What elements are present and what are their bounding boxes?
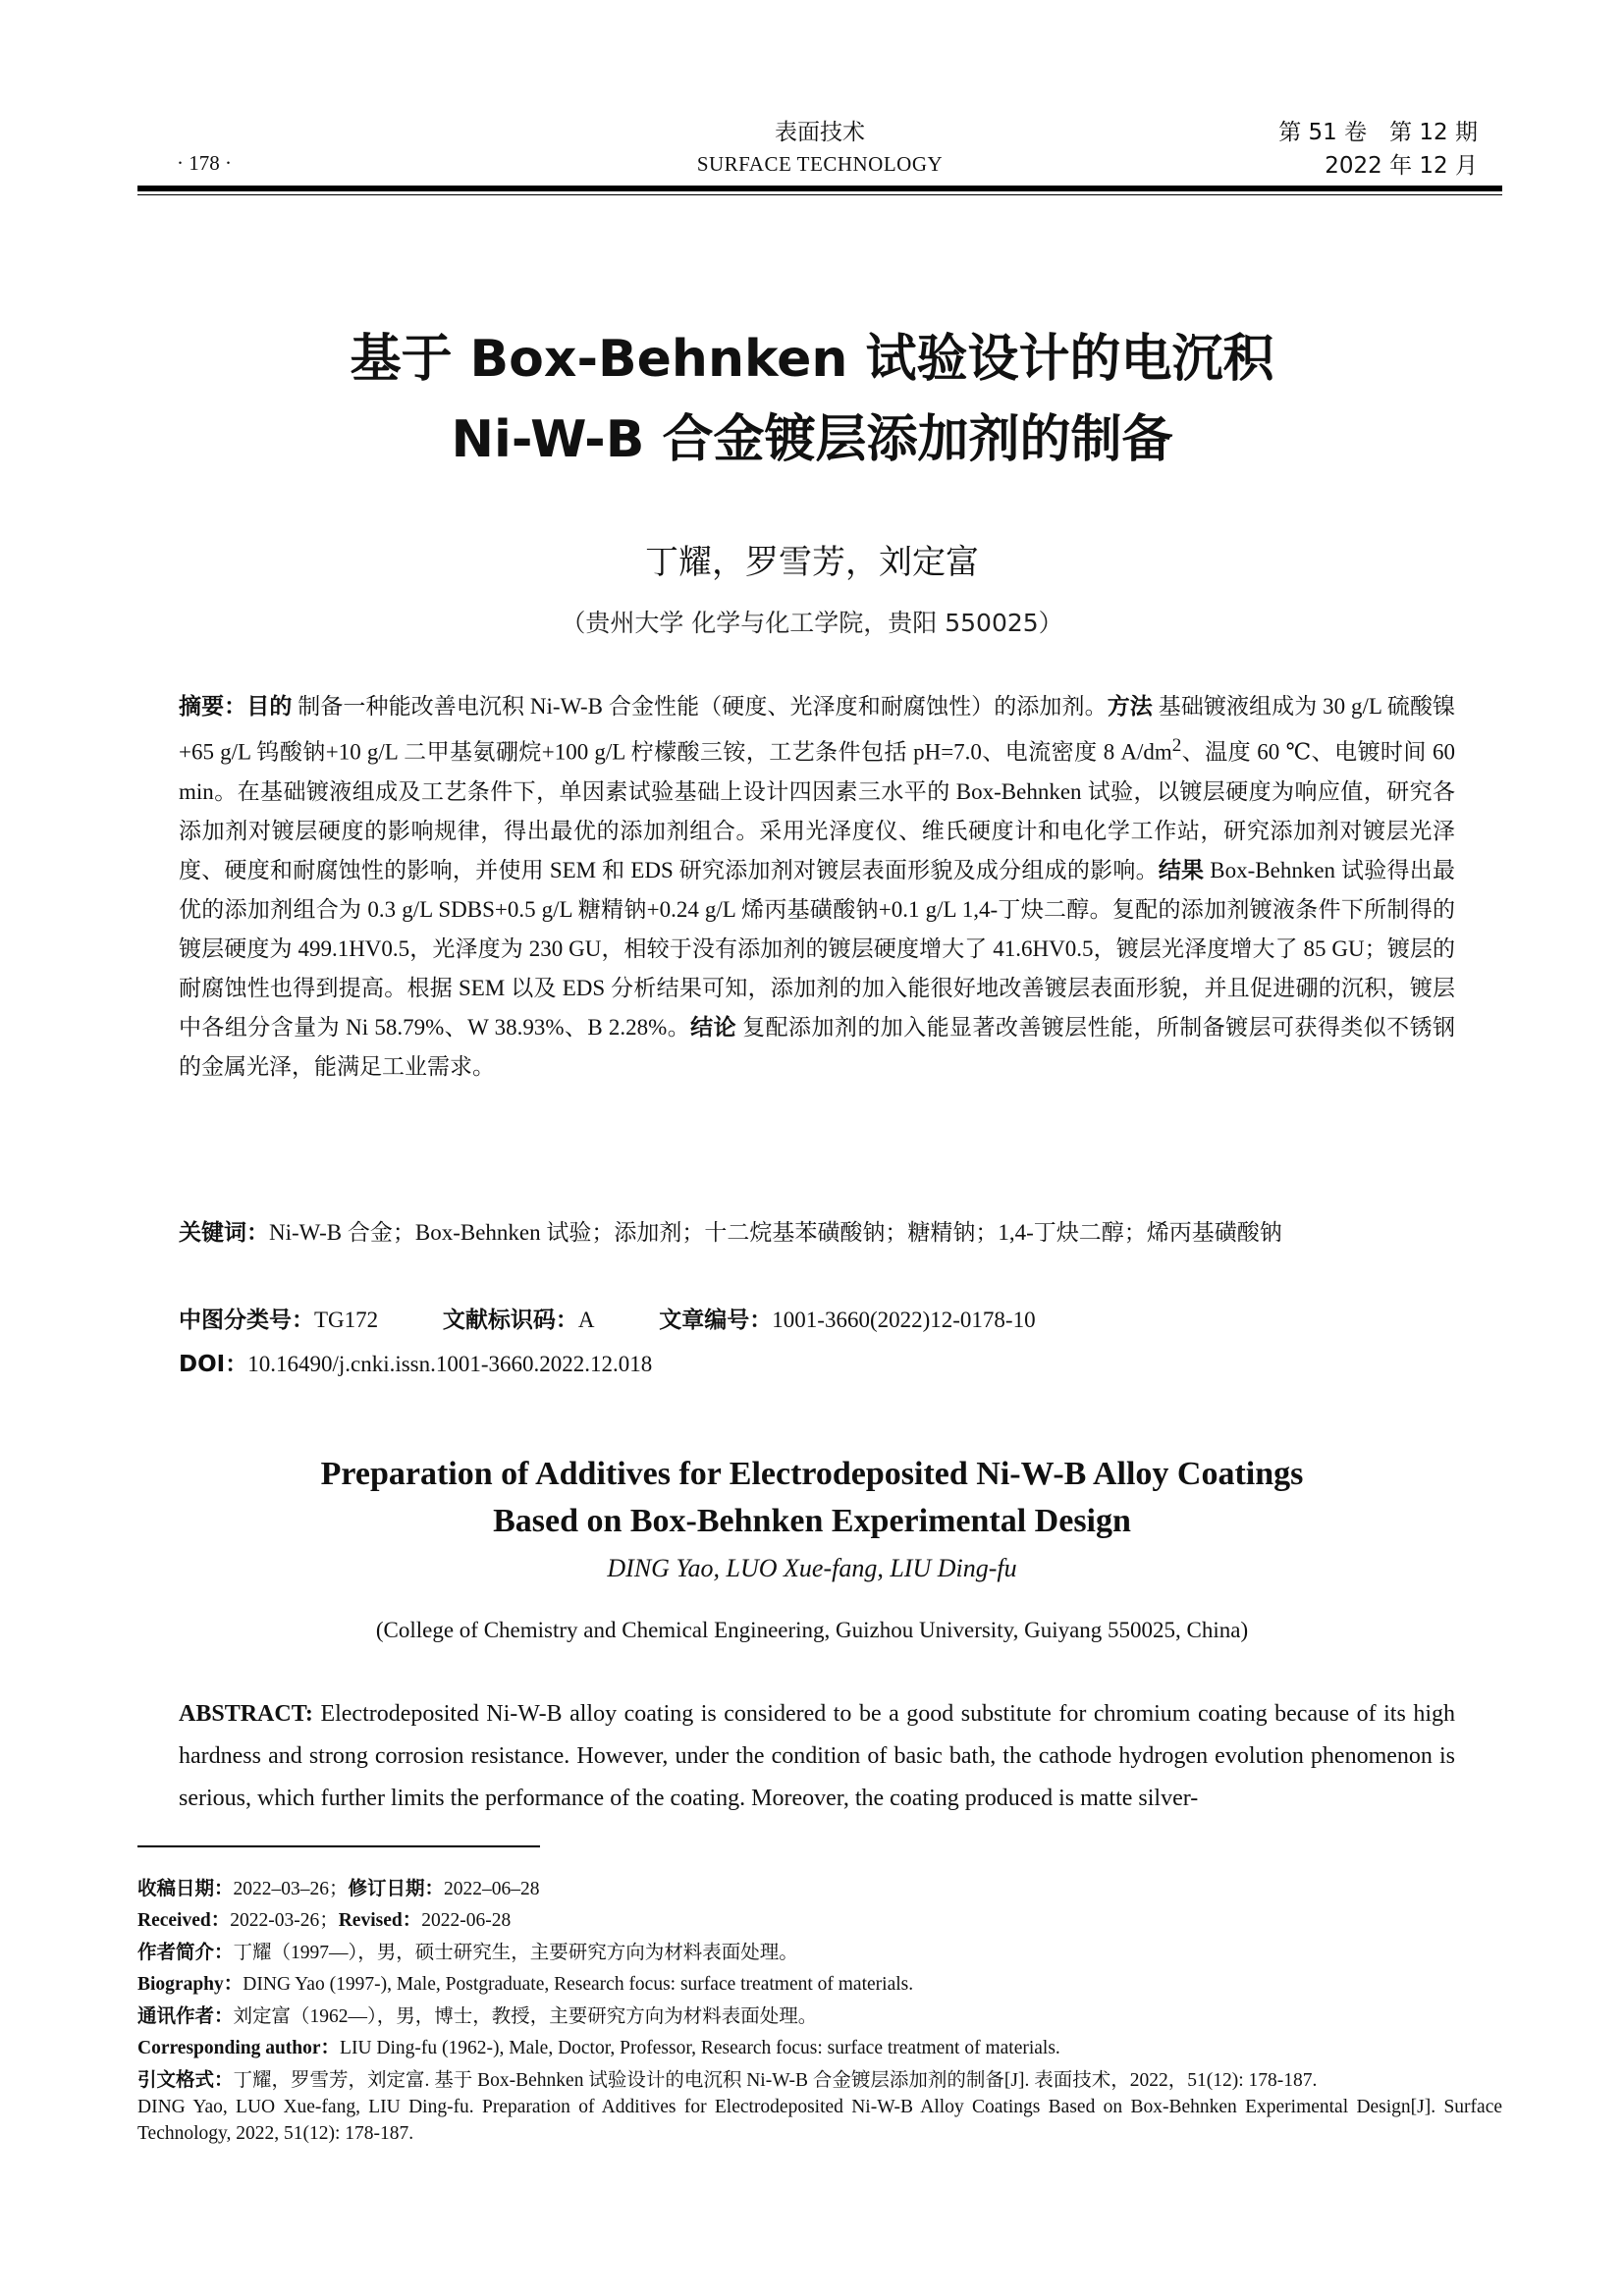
running-header [137, 116, 1502, 185]
results-text: Box-Behnken 试验得出最优的添加剂组合为 0.3 g/L SDBS+0.5 g/L 糖精钠+0.24 g/L 烯丙基磺酸钠+0.1 g/L 1,4-丁炔二醇。复配的添加剂镀液条件下所制得的镀层硬度为 499.1HV0.5，光泽度为 230 GU，相较于没有添加剂的镀层硬度增大了 41.6HV0.5，镀层光泽度增大了 85 GU；镀层的耐腐蚀性也得到提高。根据 SEM 以及 EDS 分析结果可知，添加剂的加入能很好地改善镀层表面形貌，并且促进硼的沉积，镀层中各组分含量为 Ni 58.79%、W 38.93%、B 2.28%。 [179, 857, 1456, 1040]
issue-info [1278, 116, 1478, 183]
received-en: Received：2022-03-26；Revised：2022-06-28 [137, 1910, 512, 1931]
doc-code-value: A [577, 1308, 595, 1332]
objective-label: 目的 [246, 694, 293, 720]
english-title-line-1: Preparation of Additives for Electrodeposited Ni-W-B Alloy Coatings [320, 1456, 1304, 1492]
conclusion-label: 结论 [690, 1014, 736, 1041]
citation-cn: 引文格式：丁耀，罗雪芳，刘定富. 基于 Box-Behnken 试验设计的电沉积 Ni-W-B 合金镀层添加剂的制备[J]. 表面技术，2022，51(12): 178-187. [137, 2068, 1318, 2091]
conclusion-text: 复配添加剂的加入能显著改善镀层性能，所制备镀层可获得类似不锈钢的金属光泽，能满足工业需求。 [179, 1014, 1456, 1079]
corresponding-en: Corresponding author：LIU Ding-fu (1962-), Male, Doctor, Professor, Research focus: surface treatment of materials. [137, 2038, 1060, 2058]
doi-label: DOI： [179, 1352, 248, 1377]
english-abstract [179, 1693, 1455, 1820]
english-abstract-text: Electrodeposited Ni-W-B alloy coating is considered to be a good substitute for chromium coating because of its high hardness and strong corrosion resistance. However, under the condition of basic bath, the cathode hydrogen evolution phenomenon is serious, which further limits the performance of the coating. Moreover, the coating produced is matte silver- [179, 1701, 1456, 1811]
methods-text-2: 、温度 60 ℃、电镀时间 60 min。在基础镀液组成及工艺条件下，单因素试验基础上设计四因素三水平的 Box-Behnken 试验，以镀层硬度为响应值，研究各添加剂对镀层硬度的影响规律，得出最优的添加剂组合。采用光泽度仪、维氏硬度计和电化学工作站，研究添加剂对镀层光泽度、硬度和耐腐蚀性的影响，并使用 SEM 和 EDS 研究添加剂对镀层表面形貌及成分组成的影响。 [179, 739, 1455, 882]
english-authors: DING Yao, LUO Xue-fang, LIU Ding-fu [607, 1554, 1017, 1582]
objective-text: 制备一种能改善电沉积 Ni-W-B 合金性能（硬度、光泽度和耐腐蚀性）的添加剂。 [298, 694, 1108, 719]
biography-cn: 作者简介：丁耀（1997—），男，硕士研究生，主要研究方向为材料表面处理。 [137, 1941, 798, 1963]
received-cn: 收稿日期：2022–03–26；修订日期：2022–06–28 [137, 1877, 540, 1899]
affiliation-cn: （贵州大学 化学与化工学院，贵阳 550025） [561, 609, 1063, 637]
results-label: 结果 [1158, 857, 1205, 883]
corresponding-cn: 通讯作者：刘定富（1962—），男，博士，教授，主要研究方向为材料表面处理。 [137, 2004, 818, 2027]
methods-superscript: 2 [1171, 735, 1182, 756]
citation-en: DING Yao, LUO Xue-fang, LIU Ding-fu. Preparation of Additives for Electrodeposited Ni-W-B Alloy Coatings Based on Box-Behnken Experimental Design[J]. Surface Technology, 2022, 51(12): 178-187. [137, 2097, 1502, 2144]
abstract-cn [179, 687, 1455, 1087]
methods-text-1: 基础镀液组成为 30 g/L 硫酸镍+65 g/L 钨酸钠+10 g/L 二甲基氨硼烷+100 g/L 柠檬酸三铵，工艺条件包括 pH=7.0、电流密度 8 A/dm [179, 694, 1456, 765]
doi-line [179, 1345, 1455, 1384]
page-number: · 178 · [177, 151, 232, 175]
keywords-text: Ni-W-B 合金；Box-Behnken 试验；添加剂；十二烷基苯磺酸钠；糖精钠；1,4-丁炔二醇；烯丙基磺酸钠 [269, 1220, 1282, 1245]
title-line-2: Ni-W-B 合金镀层添加剂的制备 [451, 410, 1173, 469]
abstract-label: 摘要： [179, 694, 247, 720]
article-no-value: 1001-3660(2022)12-0178-10 [772, 1308, 1036, 1332]
journal-name-cn: 表面技术 [775, 120, 865, 145]
methods-label: 方法 [1107, 694, 1153, 720]
doc-code-label: 文献标识码： [442, 1308, 578, 1333]
title-line-1: 基于 Box-Behnken 试验设计的电沉积 [350, 330, 1274, 389]
english-affiliation: (College of Chemistry and Chemical Engineering, Guizhou University, Guiyang 550025, China) [375, 1618, 1249, 1642]
doi-value[interactable]: 10.16490/j.cnki.issn.1001-3660.2022.12.018 [247, 1352, 653, 1376]
clc-value: TG172 [314, 1308, 379, 1332]
journal-name-en: SURFACE TECHNOLOGY [696, 152, 944, 176]
header-rule-thick [137, 186, 1502, 191]
classification-line [179, 1301, 1455, 1340]
issue-date: 2022 年 12 月 [1325, 153, 1478, 179]
keywords-cn [179, 1213, 1455, 1253]
biography-en: Biography：DING Yao (1997-), Male, Postgraduate, Research focus: surface treatment of materials. [137, 1974, 914, 1995]
header-rule-thin [137, 194, 1502, 195]
paper-title [0, 319, 1624, 480]
english-title-line-2: Based on Box-Behnken Experimental Design [493, 1503, 1131, 1539]
footnotes [137, 1875, 1502, 2147]
clc-label: 中图分类号： [179, 1308, 314, 1333]
keywords-label: 关键词： [179, 1220, 269, 1246]
authors-cn: 丁耀，罗雪芳，刘定富 [645, 543, 979, 582]
footnote-rule [137, 1845, 540, 1847]
english-abstract-label: ABSTRACT: [179, 1701, 313, 1727]
article-no-label: 文章编号： [659, 1308, 773, 1333]
volume-issue: 第 51 卷 第 12 期 [1278, 120, 1478, 145]
english-title [0, 1451, 1624, 1545]
